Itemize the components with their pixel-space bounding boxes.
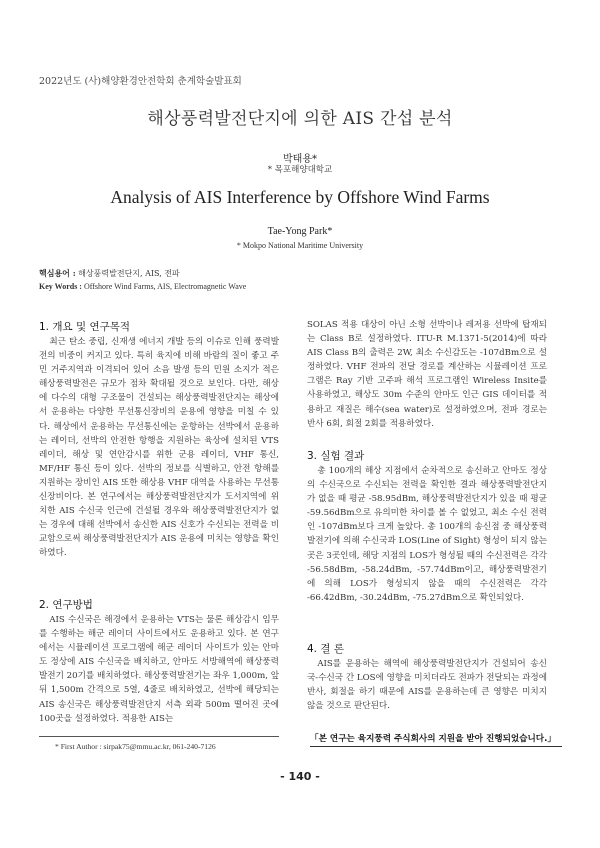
paper-title-korean: 해상풍력발전단지에 의한 AIS 간섭 분석 [147,109,453,129]
keywords-english-text: Offshore Wind Farms, AIS, Electromagnetic Wave [83,282,247,291]
keywords-english-label: Key Words : [39,282,82,291]
footnote: * First Author : sirpak75@mmu.ac.kr, 061-240-7126 [55,742,216,751]
section-body-4 [307,657,547,713]
section-paragraph-3: 총 100개의 해상 지점에서 순차적으로 송신하고 안마도 정상의 수신국으로 수신되는 전력을 확인한 결과 해상풍력발전단지가 없을 때 평균 -58.95dBm, 해상풍력발전단지가 있을 때 평균 -59.56dBm으로 유의미한 차이를 볼 수 없었고, 최소 수신 전력인 -107dBm보다 크게 높았다. 총 100개의 송신점 중 해상풍력발전기에 의해 수신국과 LOS(Line of Sight) 형성이 되지 않는 곳은 3곳인데, 해당 지점의 LOS가 형성될 때의 수신전력은 각각 -56.58dBm, -58.24dBm, -57.74dBm이고, 해상풍력발전기에 의해 LOS가 형성되지 않을 때의 수신전력은 각각 -66.42dBm, -30.24dBm, -75.27dBm으로 확인되었다. [307,466,547,603]
section-paragraph-2: AIS 수신국은 해경에서 운용하는 VTS는 물론 해상감시 임무를 수행하는 해군 레이더 사이트에서도 운용하고 있다. 본 연구에서는 시뮬레이션 프로그램에 해군 레이더 사이트가 있는 안마도 정상에 AIS 수신국을 배치하고, 안마도 서방해역에 해상풍력발전기 20기를 배치하였다. 해상풍력발전기는 좌우 1,000m, 앞뒤 1,500m 간격으로 5열, 4줄로 배치하였고, 선박에 해당되는 AIS 송신국은 해상풍력발전단지 서측 외곽 500m 떨어진 곳에 100곳을 설정하였다. 적용한 AIS는 [39,615,279,724]
section-heading-2: 2. 연구방법 [39,599,93,611]
conference-header: 2022년도 (사)해양환경안전학회 춘계학술발표회 [39,76,242,87]
section-body-1 [39,335,279,561]
keywords-english [39,282,246,291]
page-number: - 140 - [280,770,320,783]
section-body-2 [39,613,279,726]
paper-title-english: Analysis of AIS Interference by Offshore Wind Farms [110,187,490,207]
author-english: Tae-Yong Park* [267,226,333,237]
keywords-korean-label: 핵심용어 : [39,268,76,278]
section-body-3 [307,464,547,605]
keywords-korean-text: 해상풍력발전단지, AIS, 전파 [78,269,180,278]
footnote-divider [39,736,279,737]
acknowledgement-underline [310,746,562,747]
section-heading-1: 1. 개요 및 연구목적 [39,321,131,333]
section-paragraph-4: AIS를 운용하는 해역에 해상풍력발전단지가 건설되어 송신국-수신국 간 LOS에 영향을 미치더라도 전파가 전달되는 과정에 반사, 회절을 하기 때문에 AIS를 운용하는데 큰 영향은 미치지 않을 것으로 판단된다. [307,659,547,712]
section-paragraph-2-continued: SOLAS 적용 대상이 아닌 소형 선박이나 레저용 선박에 탑재되는 Class B로 설정하였다. ITU-R M.1371-5(2014)에 따라 AIS Class B의 출력은 2W, 최소 수신감도는 -107dBm으로 설정하였다. VHF 전파의 전달 경로를 계산하는 시뮬레이션 프로그램은 Ray 기반 고주파 해석 프로그램인 Wireless Insite를 사용하였고, 해상도 30m 수준의 안마도 인근 GIS 데이터를 적용하고 재질은 해수(sea water)로 설정하였으며, 전파 경로는 반사 6회, 회절 2회를 적용하였다. [307,320,547,429]
author-korean: 박태용* [283,154,317,165]
acknowledgement: 「본 연구는 육지풍력 주식회사의 지원을 받아 진행되었습니다.」 [310,734,556,744]
affiliation-english: * Mokpo National Maritime University [236,241,364,250]
section-paragraph-1: 최근 탄소 중립, 신재생 에너지 개발 등의 이슈로 인해 풍력발전의 비중이 커지고 있다. 특히 육지에 비해 바람의 질이 좋고 주민 거주지역과 이격되어 있어 소음 발생 등의 민원 소지가 적은 해상풍력발전은 규모가 점차 확대될 것으로 보인다. 다만, 해상에 다수의 대형 구조물이 건설되는 해상풍력발전단지는 해상에서 운용하는 다양한 무선통신장비의 운용에 영향을 미칠 수 있다. 해상에서 운용하는 무선통신에는 운항하는 선박에서 운용하는 레이더, 선박의 안전한 항행을 지원하는 육상에 설치된 VTS 레이더, 해상 및 연안감시를 위한 군용 레이더, VHF 통신, MF/HF 통신 등이 있다. 선박의 정보를 식별하고, 안전 항해를 지원하는 장비인 AIS 또한 해상용 VHF 대역을 사용하는 무선통신장비이다. 본 연구에서는 해상풍력발전단지가 도서지역에 위치한 AIS 수신국 인근에 건설될 경우와 해상풍력발전단지가 없는 경우에 대해 선박에서 송신한 AIS 신호가 수신되는 전력을 비교함으로써 해상풍력발전단지가 AIS 운용에 미치는 영향을 확인하였다. [39,337,279,559]
section-body-2-continued [307,318,547,431]
affiliation-korean: * 목포해양대학교 [267,165,333,175]
section-heading-3: 3. 실험 결과 [307,450,365,462]
section-heading-4: 4. 결 론 [307,643,344,655]
keywords-korean [39,268,180,279]
